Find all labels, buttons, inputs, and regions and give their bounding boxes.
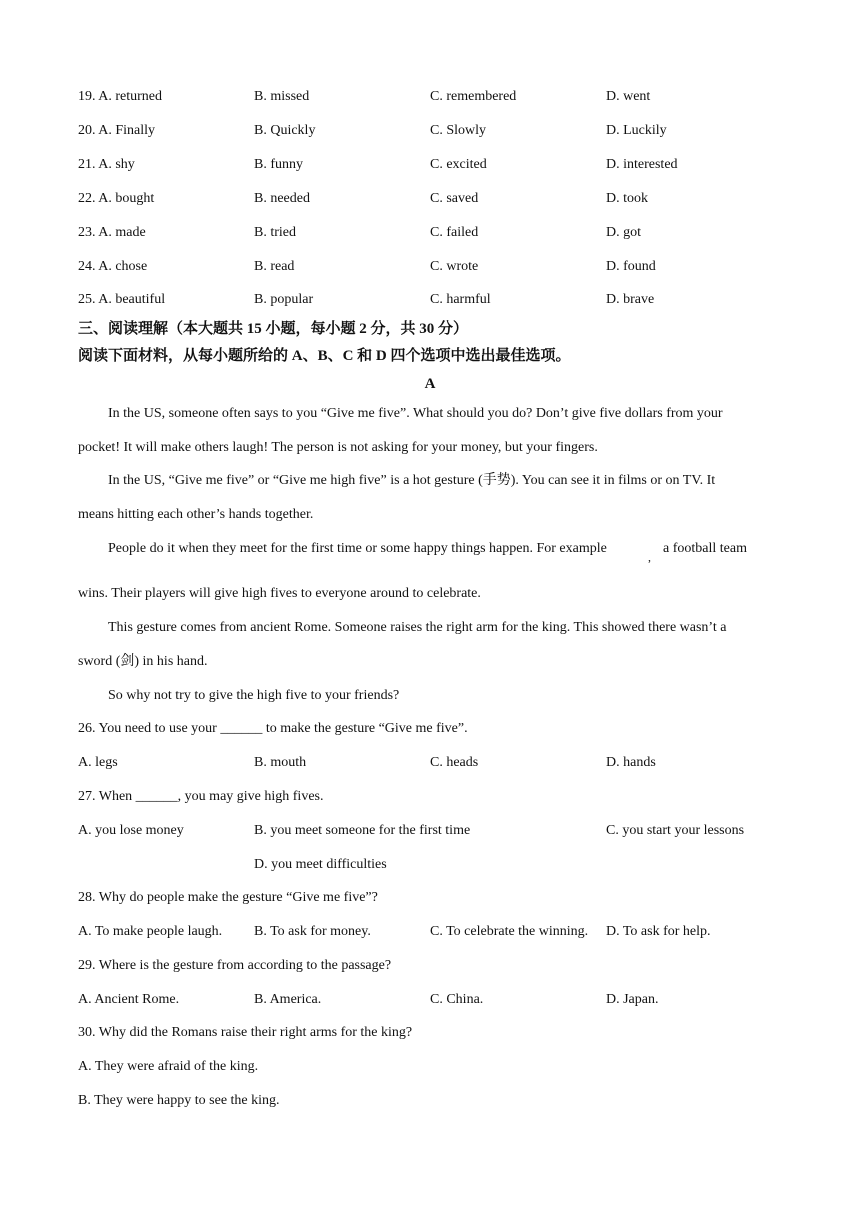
q29-option-a: A. Ancient Rome. [78, 992, 180, 1007]
q26-option-d: D. hands [606, 755, 656, 770]
q28-option-a: A. To make people laugh. [78, 924, 223, 939]
q28-option-c: C. To celebrate the winning. [430, 924, 589, 939]
option-a: 19. A. returned [78, 89, 162, 104]
passage-paragraph-4-cont: sword (剑) in his hand. [78, 654, 208, 669]
section-title: 三、阅读理解（本大题共 15 小题，每小题 2 分，共 30 分） [78, 321, 469, 337]
q26-option-a: A. legs [78, 755, 118, 770]
option-c: C. excited [430, 157, 487, 172]
q27-option-c: C. you start your lessons [606, 823, 745, 838]
passage-paragraph-3-cont: wins. Their players will give high fives to everyone around to celebrate. [78, 586, 481, 601]
option-d: D. found [606, 259, 656, 274]
option-a: 24. A. chose [78, 259, 148, 274]
option-a: 23. A. made [78, 225, 146, 240]
q27-option-b: B. you meet someone for the first time [254, 823, 471, 838]
q28-option-d: D. To ask for help. [606, 924, 711, 939]
q30-option-b: B. They were happy to see the king. [78, 1093, 280, 1108]
q29-option-b: B. America. [254, 992, 322, 1007]
passage-paragraph-3-tail: a football team [663, 541, 747, 556]
option-b: B. popular [254, 292, 314, 307]
option-d: D. went [606, 89, 651, 104]
option-a: 20. A. Finally [78, 123, 156, 138]
passage-paragraph-2: In the US, “Give me five” or “Give me high five” is a hot gesture (手势). You can see it in films or on TV. It [108, 473, 716, 488]
passage-paragraph-1: In the US, someone often says to you “Give me five”. What should you do? Don’t give five dollars from your [108, 406, 723, 421]
option-b: B. tried [254, 225, 296, 240]
option-a: 22. A. bought [78, 191, 155, 206]
option-c: C. wrote [430, 259, 479, 274]
q28-option-b: B. To ask for money. [254, 924, 371, 939]
q27-option-a: A. you lose money [78, 823, 184, 838]
question-27: 27. When ______, you may give high fives. [78, 789, 324, 804]
passage-paragraph-2-cont: means hitting each other’s hands together. [78, 507, 314, 522]
question-26: 26. You need to use your ______ to make the gesture “Give me five”. [78, 721, 468, 736]
q29-option-d: D. Japan. [606, 992, 659, 1007]
q30-option-a: A. They were afraid of the king. [78, 1059, 259, 1074]
question-28: 28. Why do people make the gesture “Give me five”? [78, 890, 378, 905]
option-b: B. read [254, 259, 295, 274]
question-30: 30. Why did the Romans raise their right arms for the king? [78, 1025, 413, 1040]
option-d: D. got [606, 225, 641, 240]
option-c: C. failed [430, 225, 479, 240]
stray-comma: , [648, 550, 651, 564]
q26-option-b: B. mouth [254, 755, 307, 770]
option-c: C. harmful [430, 292, 491, 307]
section-instruction: 阅读下面材料，从每小题所给的 A、B、C 和 D 四个选项中选出最佳选项。 [78, 348, 571, 364]
passage-paragraph-1-cont: pocket! It will make others laugh! The person is not asking for your money, but your fingers. [78, 440, 598, 455]
option-d: D. brave [606, 292, 655, 307]
passage-paragraph-5: So why not try to give the high five to your friends? [108, 688, 400, 703]
option-b: B. needed [254, 191, 310, 206]
option-a: 25. A. beautiful [78, 292, 166, 307]
passage-paragraph-4: This gesture comes from ancient Rome. Someone raises the right arm for the king. This showed there wasn’t a [108, 620, 727, 635]
q26-option-c: C. heads [430, 755, 479, 770]
option-a: 21. A. shy [78, 157, 135, 172]
option-b: B. missed [254, 89, 310, 104]
passage-label: A [424, 376, 436, 392]
option-c: C. remembered [430, 89, 517, 104]
option-c: C. Slowly [430, 123, 487, 138]
option-d: D. took [606, 191, 648, 206]
option-d: D. Luckily [606, 123, 667, 138]
q29-option-c: C. China. [430, 992, 484, 1007]
passage-paragraph-3: People do it when they meet for the first time or some happy things happen. For example [108, 541, 607, 556]
option-b: B. Quickly [254, 123, 316, 138]
option-b: B. funny [254, 157, 303, 172]
option-d: D. interested [606, 157, 678, 172]
question-29: 29. Where is the gesture from according to the passage? [78, 958, 392, 973]
q27-option-d: D. you meet difficulties [254, 857, 387, 872]
option-c: C. saved [430, 191, 479, 206]
